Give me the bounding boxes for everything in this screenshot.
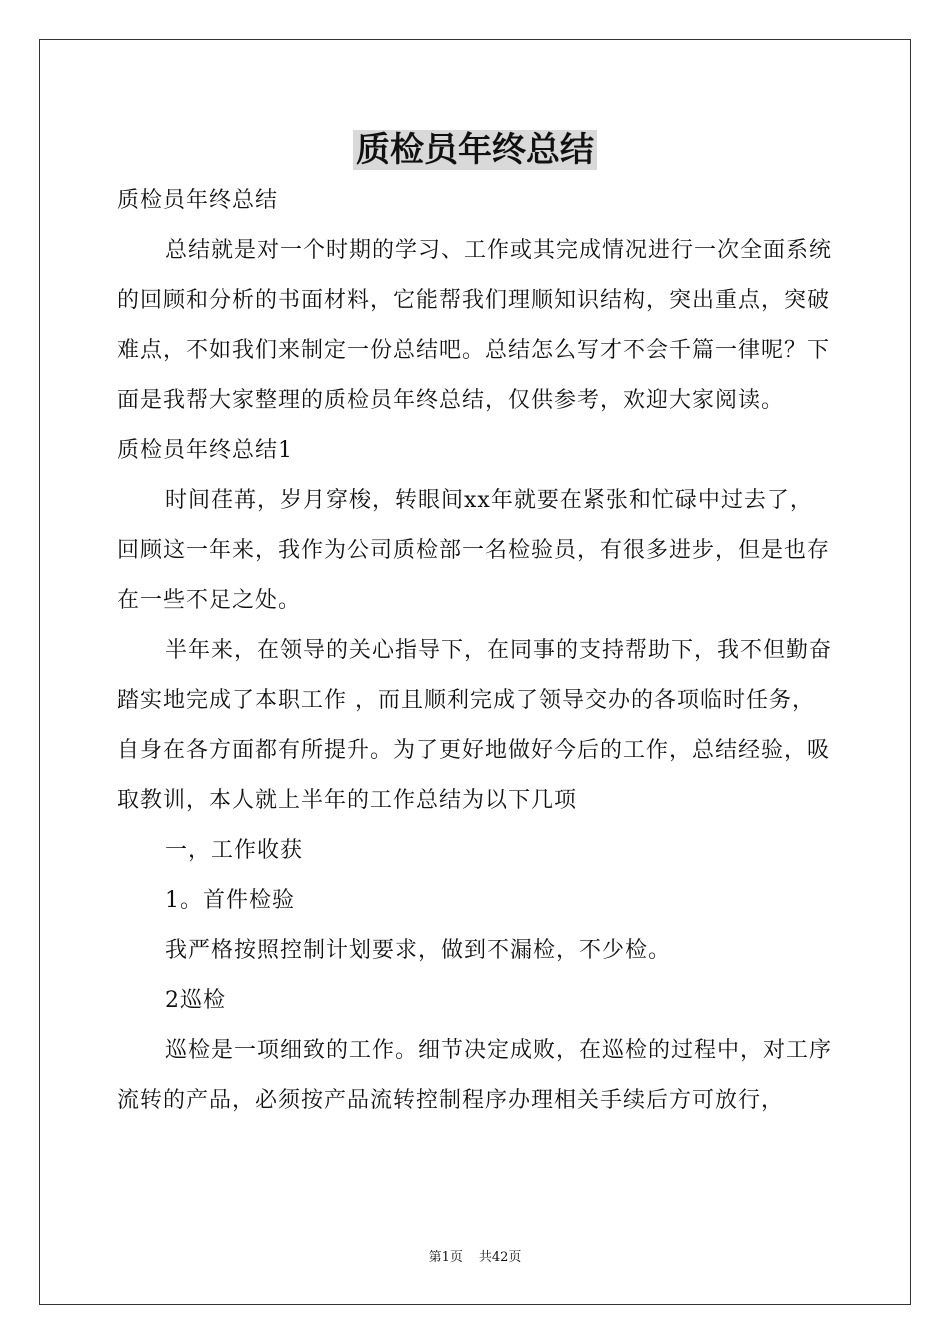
- paragraph-body: 时间荏苒，岁月穿梭，转眼间xx年就要在紧张和忙碌中过去了，回顾这一年来，我作为公司质检部一名检验员，有很多进步，但是也存在一些不足之处。: [117, 488, 831, 613]
- document-body: [117, 176, 835, 1126]
- paragraph-subheading: 一，工作收获: [165, 838, 304, 863]
- document-title: [0, 126, 950, 174]
- page-total: 共42页: [478, 1250, 522, 1265]
- paragraph-subheading: 2巡检: [165, 988, 226, 1013]
- paragraph-body: 半年来，在领导的关心指导下，在同事的支持帮助下，我不但勤奋踏实地完成了本职工作 ，而且顺利完成了领导交办的各项临时任务，自身在各方面都有所提升。为了更好地做好今后的工作，总结经验，吸取教训，本人就上半年的工作总结为以下几项: [117, 638, 833, 813]
- paragraph-body: 我严格按照控制计划要求，做到不漏检，不少检。: [165, 938, 672, 963]
- paragraph-section-heading: 质检员年终总结1: [117, 438, 293, 463]
- paragraph-body: 巡检是一项细致的工作。细节决定成败，在巡检的过程中，对工序流转的产品，必须按产品流转控制程序办理相关手续后方可放行，: [117, 1038, 833, 1113]
- paragraph-heading: 质检员年终总结: [117, 188, 279, 213]
- paragraph-intro: 总结就是对一个时期的学习、工作或其完成情况进行一次全面系统的回顾和分析的书面材料，它能帮我们理顺知识结构，突出重点，突破难点，不如我们来制定一份总结吧。总结怎么写才不会千篇一律呢？下面是我帮大家整理的质检员年终总结，仅供参考，欢迎大家阅读。: [117, 238, 833, 413]
- document-title-text: 质检员年终总结: [353, 130, 597, 170]
- page-footer: [0, 1249, 950, 1267]
- paragraph-subheading: 1。首件检验: [165, 888, 295, 913]
- page-number: 第1页: [428, 1250, 463, 1265]
